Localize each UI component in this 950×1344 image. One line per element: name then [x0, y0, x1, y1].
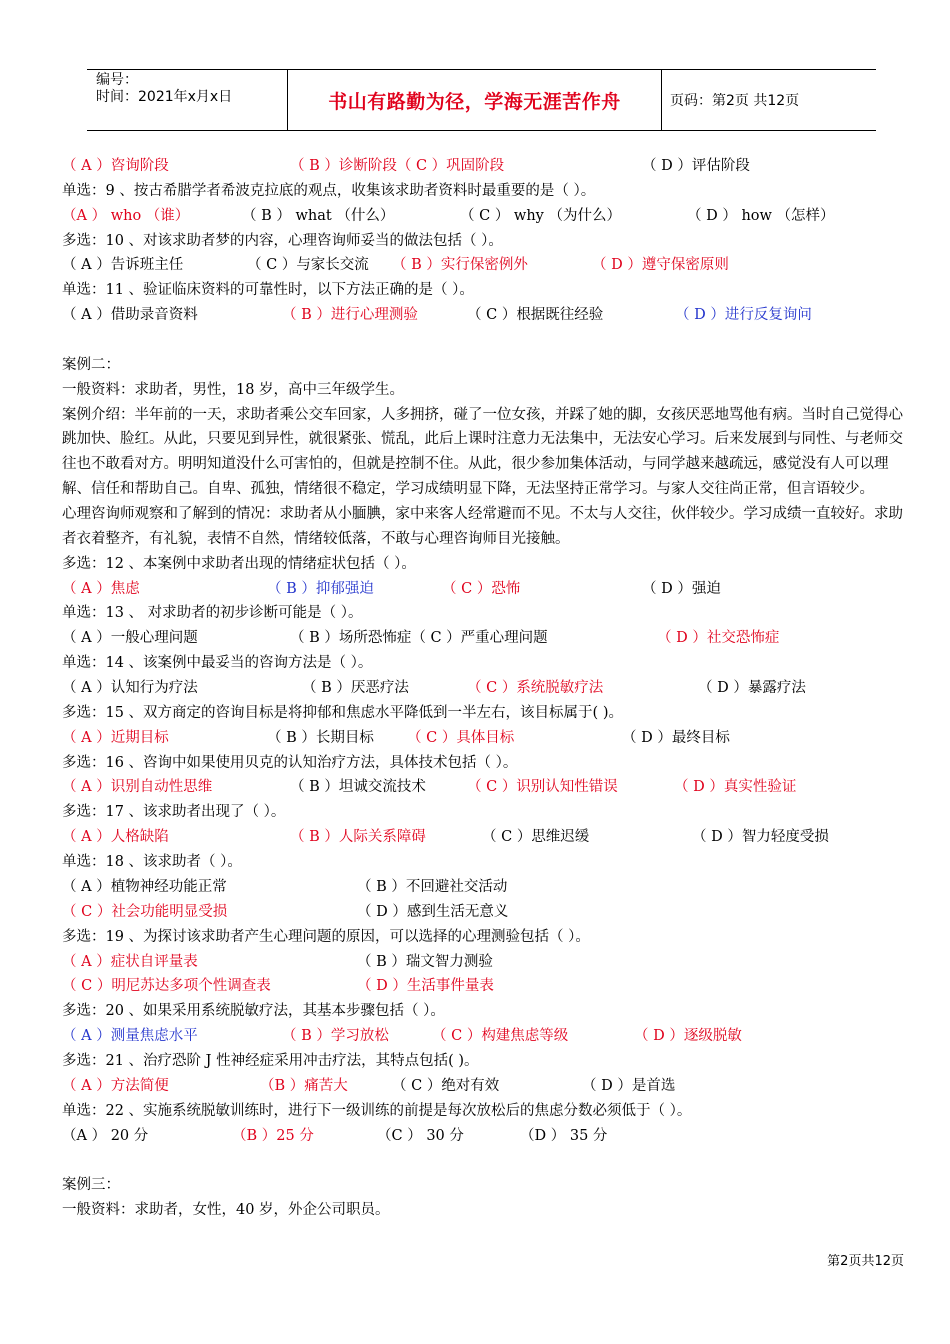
- text-line: 单选：18 、该求助者（ ）。: [62, 854, 242, 871]
- text-line: 多选：20 、如果采用系统脱敏疗法，其基本步骤包括（ ）。: [62, 1003, 445, 1020]
- serial-label: 编号：: [96, 72, 138, 88]
- answer-option: （ A ）识别自动性思维: [62, 779, 213, 796]
- answer-option: （ C ）恐怖: [442, 580, 521, 597]
- answer-option: （ D ） how （怎样）: [687, 207, 835, 224]
- answer-option: （ B ）进行心理测验: [282, 307, 418, 324]
- answer-option: （ D ）生活事件量表: [357, 978, 494, 995]
- answer-option: （ A ）告诉班主任: [62, 257, 184, 274]
- text-line: 单选：13 、 对求助者的初步诊断可能是（ ）。: [62, 605, 363, 622]
- document-body: [62, 154, 912, 1223]
- answer-option: （ C ）社会功能明显受损: [62, 903, 228, 920]
- answer-option: （ D ）真实性验证: [674, 779, 797, 796]
- answer-option: （ B ）人际关系障碍: [290, 829, 426, 846]
- answer-option: （ C ）系统脱敏疗法: [467, 680, 604, 697]
- answer-option: （ A ）咨询阶段: [62, 158, 169, 174]
- date-label: 时间：2021年x月x日: [96, 89, 233, 105]
- text-line: 多选：21 、治疗恐阶 J 性神经症采用冲击疗法，其特点包括( )。: [62, 1052, 479, 1069]
- answer-option: （C ） 30 分: [377, 1127, 464, 1144]
- answer-option: （ D ）逐级脱敏: [634, 1028, 742, 1045]
- header-motto: 书山有路勤为径，学海无涯苦作舟: [328, 90, 621, 113]
- answer-option: （ A ）症状自评量表: [62, 953, 198, 970]
- answer-option: （ A ）焦虑: [62, 580, 140, 597]
- options-line: [62, 626, 912, 651]
- answer-option: （ D ）智力轻度受损: [692, 829, 829, 846]
- answer-option: （ D ）感到生活无意义: [357, 903, 509, 920]
- answer-option: （ C ）与家长交流: [247, 257, 369, 274]
- answer-option: （ D ）最终目标: [622, 729, 730, 746]
- answer-option: （ C ） why （为什么）: [460, 207, 621, 224]
- answer-option: （A ） 20 分: [62, 1127, 149, 1144]
- page-header: [87, 69, 876, 131]
- answer-option: （ D ）评估阶段: [642, 158, 750, 174]
- answer-option: （ B ）不回避社交活动: [357, 878, 508, 895]
- text-line: 一般资料：求助者，女性，40 岁，外企公司职员。: [62, 1202, 390, 1219]
- options-line: [62, 1074, 912, 1099]
- text-line: 单选：14 、该案例中最妥当的咨询方法是（ ）。: [62, 655, 373, 672]
- answer-option: （ A ）植物神经功能正常: [62, 878, 227, 895]
- answer-option: （ C ）绝对有效: [392, 1077, 500, 1094]
- blank-line: [62, 328, 912, 353]
- options-line: [62, 154, 912, 179]
- options-line: [62, 974, 912, 999]
- answer-option: （ A ）方法简便: [62, 1077, 169, 1094]
- answer-option: （ A ）认知行为疗法: [62, 680, 198, 697]
- answer-option: （ B ）长期目标: [267, 729, 374, 746]
- answer-option: （ A ）借助录音资料: [62, 307, 198, 324]
- answer-option: （A ） who （谁）: [62, 207, 190, 224]
- answer-option: （ D ）进行反复询问: [675, 307, 812, 324]
- answer-option: （ C ）识别认知性错误: [467, 779, 618, 796]
- answer-option: （ A ）测量焦虑水平: [62, 1028, 198, 1045]
- text-line: 案例二：: [62, 356, 120, 373]
- options-line: [62, 875, 912, 900]
- answer-option: （B ）25 分: [232, 1127, 314, 1144]
- answer-option: （ B ）场所恐怖症（ C ）严重心理问题: [290, 630, 548, 647]
- options-line: [62, 726, 912, 751]
- answer-option: （ B ）学习放松: [282, 1028, 389, 1045]
- answer-option: （ B ）抑郁强迫: [267, 580, 374, 597]
- answer-option: （ D ）暴露疗法: [698, 680, 806, 697]
- answer-option: （D ） 35 分: [520, 1127, 608, 1144]
- options-line: [62, 676, 912, 701]
- options-line: [62, 253, 912, 278]
- options-line: [62, 204, 912, 229]
- answer-option: （B ）痛苦大: [260, 1077, 348, 1094]
- answer-option: （ D ）是首选: [582, 1077, 676, 1094]
- options-line: [62, 950, 912, 975]
- answer-option: （ C ）思维迟缓: [482, 829, 590, 846]
- options-line: [62, 825, 912, 850]
- answer-option: （ B ）诊断阶段（ C ）巩固阶段: [290, 158, 505, 174]
- answer-option: （ B ） what （什么）: [242, 207, 395, 224]
- text-line: 案例三：: [62, 1177, 120, 1194]
- options-line: [62, 303, 912, 328]
- answer-option: （ D ）强迫: [642, 580, 721, 597]
- options-line: [62, 900, 912, 925]
- answer-option: （ C ）构建焦虑等级: [432, 1028, 569, 1045]
- paragraph: 案例介绍：半年前的一天，求助者乘公交车回家，人多拥挤，碰了一位女孩，并踩了她的脚，女孩厌恶地骂他有病。当时自己觉得心跳加快、脸红。从此，只要见到异性，就很紧张、慌乱，此后上课时注意力无法集中，无法安心学习。后来发展到与同性、与老师交往也不敢看对方。明明知道没什么可害怕的，但就是控制不住。从此，很少参加集体活动，与同学越来越疏远，感觉没有人可以理解、信任和帮助自己。自卑、孤独，情绪很不稳定，学习成绩明显下降，无法坚持正常学习。与家人交往尚正常，但言语较少。: [62, 406, 903, 498]
- header-meta: [87, 70, 287, 130]
- answer-option: （ B ）瑞文智力测验: [357, 953, 493, 970]
- text-line: 多选：19 、为探讨该求助者产生心理问题的原因，可以选择的心理测验包括（ ）。: [62, 928, 590, 945]
- text-line: 多选：15 、双方商定的咨询目标是将抑郁和焦虑水平降低到一半左右，该目标属于( )。: [62, 704, 623, 721]
- header-divider: [661, 70, 662, 130]
- paragraph: 心理咨询师观察和了解到的情况：求助者从小腼腆，家中来客人经常避而不见。不太与人交往，伙伴较少。学习成绩一直较好。求助者衣着整齐，有礼貌，表情不自然，情绪较低落，不敢与心理咨询师目光接触。: [62, 506, 903, 547]
- options-line: [62, 577, 912, 602]
- text-line: 多选：16 、咨询中如果使用贝克的认知治疗方法，具体技术包括（ ）。: [62, 754, 518, 771]
- answer-option: （ B ）坦诚交流技术: [290, 779, 426, 796]
- answer-option: （ A ）近期目标: [62, 729, 169, 746]
- text-line: 多选：10 、对该求助者梦的内容，心理咨询师妥当的做法包括（ ）。: [62, 232, 503, 249]
- answer-option: （ D ）遵守保密原则: [592, 257, 729, 274]
- answer-option: （ B ）实行保密例外: [392, 257, 528, 274]
- page-footer: 第2页共12页: [827, 1254, 904, 1269]
- answer-option: （ B ）厌恶疗法: [302, 680, 409, 697]
- text-line: 单选：11 、验证临床资料的可靠性时，以下方法正确的是（ ）。: [62, 282, 474, 299]
- answer-option: （ A ）人格缺陷: [62, 829, 169, 846]
- answer-option: （ C ）具体目标: [407, 729, 515, 746]
- header-page-info: 页码：第2页 共12页: [670, 93, 800, 109]
- options-line: [62, 775, 912, 800]
- options-line: [62, 1124, 912, 1149]
- text-line: 单选：22 、实施系统脱敏训练时，进行下一级训练的前提是每次放松后的焦虑分数必须低于（ ）。: [62, 1102, 692, 1119]
- text-line: 多选：12 、本案例中求助者出现的情绪症状包括（ ）。: [62, 555, 416, 572]
- answer-option: （ D ）社交恐怖症: [657, 630, 780, 647]
- answer-option: （ C ）根据既往经验: [467, 307, 604, 324]
- text-line: 单选：9 、按古希腊学者希波克拉底的观点，收集该求助者资料时最重要的是（ ）。: [62, 182, 596, 199]
- options-line: [62, 1024, 912, 1049]
- answer-option: （ A ）一般心理问题: [62, 630, 198, 647]
- text-line: 一般资料：求助者，男性，18 岁，高中三年级学生。: [62, 381, 405, 398]
- answer-option: （ C ）明尼苏达多项个性调查表: [62, 978, 271, 995]
- blank-line: [62, 1148, 912, 1173]
- text-line: 多选：17 、该求助者出现了（ ）。: [62, 804, 286, 821]
